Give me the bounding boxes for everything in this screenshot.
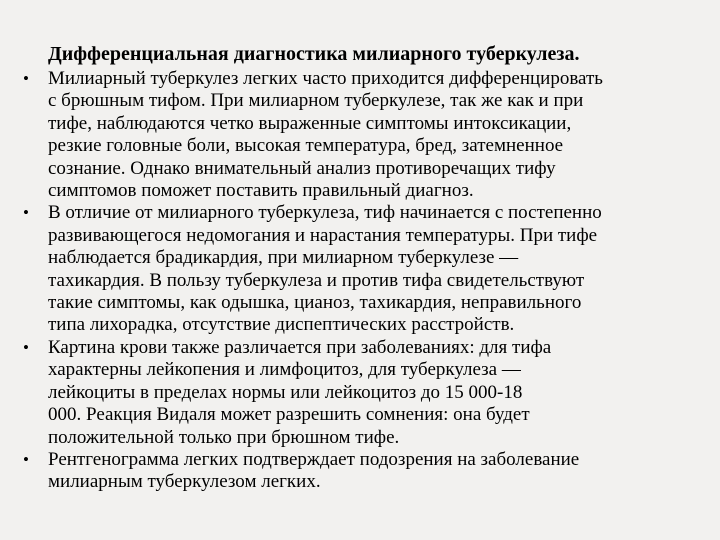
text-line: характерны лейкопения и лимфоцитоз, для туберкулеза — [48,359,521,381]
text-line: Милиарный туберкулез легких часто приходится дифференцировать [48,68,603,89]
bullet-text [48,202,708,336]
bullet-marker-icon: • [23,337,29,357]
text-line: резкие головные боли, высокая температура, бред, затемненное [48,135,564,157]
bullet-marker-icon: • [23,69,29,88]
bullet-marker-icon: • [23,449,29,469]
bullet-text [48,449,708,494]
text-line: развивающегося недомогания и нарастания температуры. При тифе [48,224,598,246]
bullet-marker-icon: • [23,203,29,223]
text-line: Рентгенограмма легких подтверждает подозрения на заболевание [48,448,580,470]
bullet-item-3 [23,336,708,449]
text-line: с брюшным тифом. При милиарном туберкулезе, так же как и при [48,90,584,112]
text-line: типа лихорадка, отсутствие диспептических расстройств. [48,314,515,336]
text-line: такие симптомы, как одышка, цианоз, тахикардия, неправильного [48,292,582,314]
text-line: лейкоциты в пределах нормы или лейкоцитоз до 15 000-18 [48,381,523,403]
bullet-item-1 [23,68,708,202]
bullet-item-4 [23,448,708,494]
bullet-item-2 [23,202,708,336]
text-line: сознание. Однако внимательный анализ противоречащих тифу [48,157,556,179]
text-line: наблюдается брадикардия, при милиарном туберкулезе — [48,247,519,269]
bullet-text [48,337,708,449]
slide-title: Дифференциальная диагностика милиарного туберкулеза. [48,43,580,65]
bullet-text [48,68,708,202]
text-line: В отличие от милиарного туберкулеза, тиф начинается с постепенно [48,202,602,224]
text-line: тахикардия. В пользу туберкулеза и против тифа свидетельствуют [48,269,585,291]
text-line: милиарным туберкулезом легких. [48,471,321,493]
text-line: симптомов поможет поставить правильный диагноз. [48,180,474,202]
text-line: положительной только при брюшном тифе. [48,426,400,448]
text-line: Картина крови также различается при заболеваниях: для тифа [48,336,552,358]
text-line: 000. Реакция Видаля может разрешить сомнения: она будет [48,404,530,426]
bullet-list [23,68,708,494]
text-line: тифе, наблюдаются четко выраженные симптомы интоксикации, [48,112,572,134]
